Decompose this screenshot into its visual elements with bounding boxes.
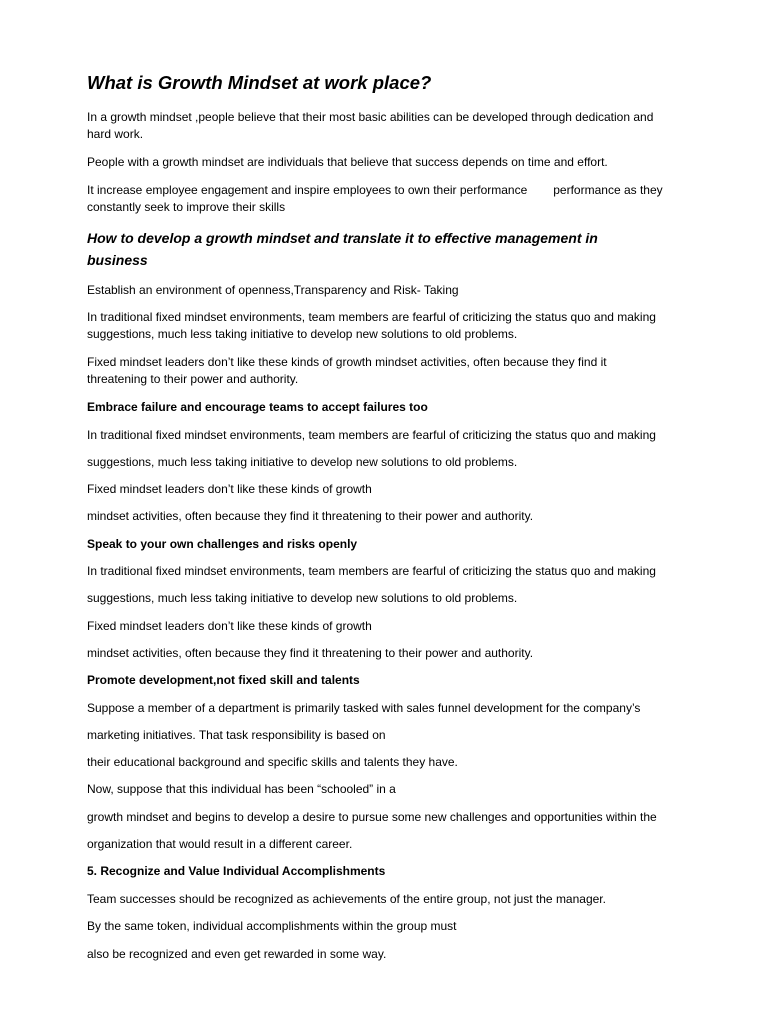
body-line: suggestions, much less taking initiative to develop new solutions to old problems.	[87, 455, 518, 469]
intro-line-part: performance as they	[553, 183, 663, 197]
body-line: threatening to their power and authority.	[87, 372, 299, 386]
subheading: Promote development,not fixed skill and talents	[87, 673, 360, 687]
body-line: their educational background and specific skills and talents they have.	[87, 755, 458, 769]
page-title: What is Growth Mindset at work place?	[87, 72, 432, 93]
intro-line: In a growth mindset ,people believe that their most basic abilities can be developed through dedication and	[87, 110, 654, 124]
body-line: growth mindset and begins to develop a desire to pursue some new challenges and opportunities within the	[87, 810, 657, 824]
intro-line-part: It increase employee engagement and inspire employees to own their performance	[87, 183, 528, 197]
body-line: Team successes should be recognized as achievements of the entire group, not just the manager.	[87, 892, 606, 906]
body-line: mindset activities, often because they find it threatening to their power and authority.	[87, 509, 534, 523]
body-line: Fixed mindset leaders don’t like these kinds of growth	[87, 482, 372, 496]
intro-line: hard work.	[87, 127, 144, 141]
body-line: Fixed mindset leaders don’t like these kinds of growth mindset activities, often because they find it	[87, 355, 607, 369]
body-line: suggestions, much less taking initiative to develop new solutions to old problems.	[87, 591, 518, 605]
body-line: Now, suppose that this individual has been “schooled” in a	[87, 782, 396, 796]
body-line: mindset activities, often because they find it threatening to their power and authority.	[87, 646, 534, 660]
body-line: In traditional fixed mindset environments, team members are fearful of criticizing the status quo and making	[87, 564, 656, 578]
body-line: marketing initiatives. That task responsibility is based on	[87, 728, 386, 742]
section-heading: business	[87, 252, 148, 268]
body-line: Fixed mindset leaders don’t like these kinds of growth	[87, 619, 372, 633]
subheading: Embrace failure and encourage teams to accept failures too	[87, 400, 428, 414]
body-line: suggestions, much less taking initiative to develop new solutions to old problems.	[87, 327, 518, 341]
subheading: 5. Recognize and Value Individual Accomplishments	[87, 864, 386, 878]
intro-line: People with a growth mindset are individuals that believe that success depends on time and effort.	[87, 155, 608, 169]
intro-line: constantly seek to improve their skills	[87, 200, 286, 214]
body-line: organization that would result in a different career.	[87, 837, 353, 851]
section-heading: How to develop a growth mindset and translate it to effective management in	[87, 230, 598, 246]
body-line: In traditional fixed mindset environments, team members are fearful of criticizing the status quo and making	[87, 310, 656, 324]
body-line: By the same token, individual accomplishments within the group must	[87, 919, 457, 933]
subheading: Speak to your own challenges and risks openly	[87, 537, 358, 551]
body-line: Suppose a member of a department is primarily tasked with sales funnel development for the company’s	[87, 701, 641, 715]
body-line: In traditional fixed mindset environments, team members are fearful of criticizing the status quo and making	[87, 428, 656, 442]
intro-line	[87, 182, 748, 199]
body-line: also be recognized and even get rewarded in some way.	[87, 947, 387, 961]
body-line: Establish an environment of openness,Transparency and Risk- Taking	[87, 283, 459, 297]
